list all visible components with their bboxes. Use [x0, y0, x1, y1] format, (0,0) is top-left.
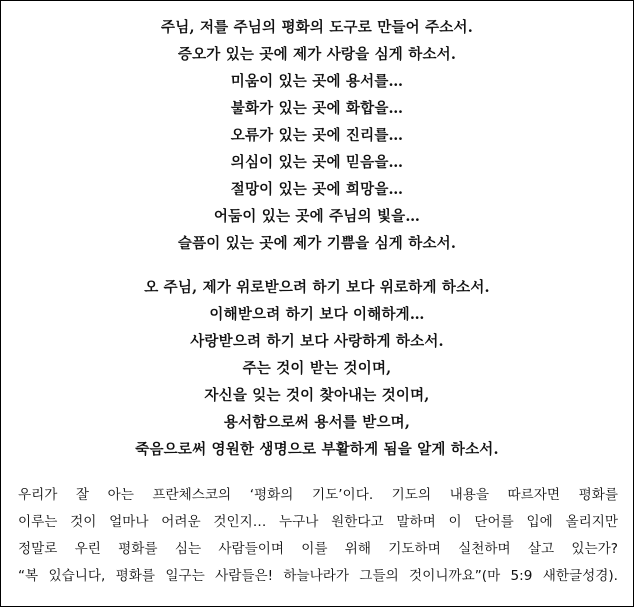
poem-line: 어둠이 있는 곳에 주님의 빛을…: [213, 208, 421, 225]
poem-line: 사랑받으려 하기 보다 사랑하게 하소서.: [190, 333, 444, 350]
poem-line: 주는 것이 받는 것이며,: [242, 360, 392, 377]
poem-line: 의심이 있는 곳에 믿음을…: [230, 154, 404, 171]
poem-line: 오류가 있는 곳에 진리를…: [230, 127, 404, 144]
poem-line: 용서함으로써 용서를 받으며,: [223, 414, 411, 431]
paragraph-line: 이루는 것이 얼마나 어려운 것인지… 누구나 원한다고 말하며 이 단어를 입에 올리지만: [18, 514, 618, 530]
prayer-stanza-2: [1, 274, 633, 463]
commentary-paragraph: [18, 482, 618, 590]
poem-line: 주님, 저를 주님의 평화의 도구로 만들어 주소서.: [161, 19, 473, 36]
prayer-stanza-1: [1, 14, 633, 257]
poem-line: 증오가 있는 곳에 제가 사랑을 심게 하소서.: [177, 46, 457, 63]
poem-line: 미움이 있는 곳에 용서를…: [230, 73, 404, 90]
paragraph-line: 우리가 잘 아는 프란체스코의 ‘평화의 기도’이다. 기도의 내용을 따르자면 평화를: [18, 487, 618, 503]
poem-line: 이해받으려 하기 보다 이해하게…: [209, 306, 425, 323]
poem-line: 자신을 잊는 것이 찾아내는 것이며,: [204, 387, 430, 404]
poem-line: 슬픔이 있는 곳에 제가 기쁨을 심게 하소서.: [177, 235, 457, 252]
paragraph-line: “복 있습니다, 평화를 일구는 사람들은! 하늘나라가 그들의 것이니까요”(마 5:9 새한글성경).: [18, 568, 618, 584]
poem-line: 불화가 있는 곳에 화합을…: [230, 100, 404, 117]
poem-line: 오 주님, 제가 위로받으려 하기 보다 위로하게 하소서.: [144, 279, 490, 296]
paragraph-line: 정말로 우린 평화를 심는 사람들이며 이를 위해 기도하며 실천하며 살고 있는가?: [18, 541, 618, 557]
poem-line: 죽음으로써 영원한 생명으로 부활하게 됨을 알게 하소서.: [135, 441, 499, 458]
poem-line: 절망이 있는 곳에 희망을…: [230, 181, 404, 198]
